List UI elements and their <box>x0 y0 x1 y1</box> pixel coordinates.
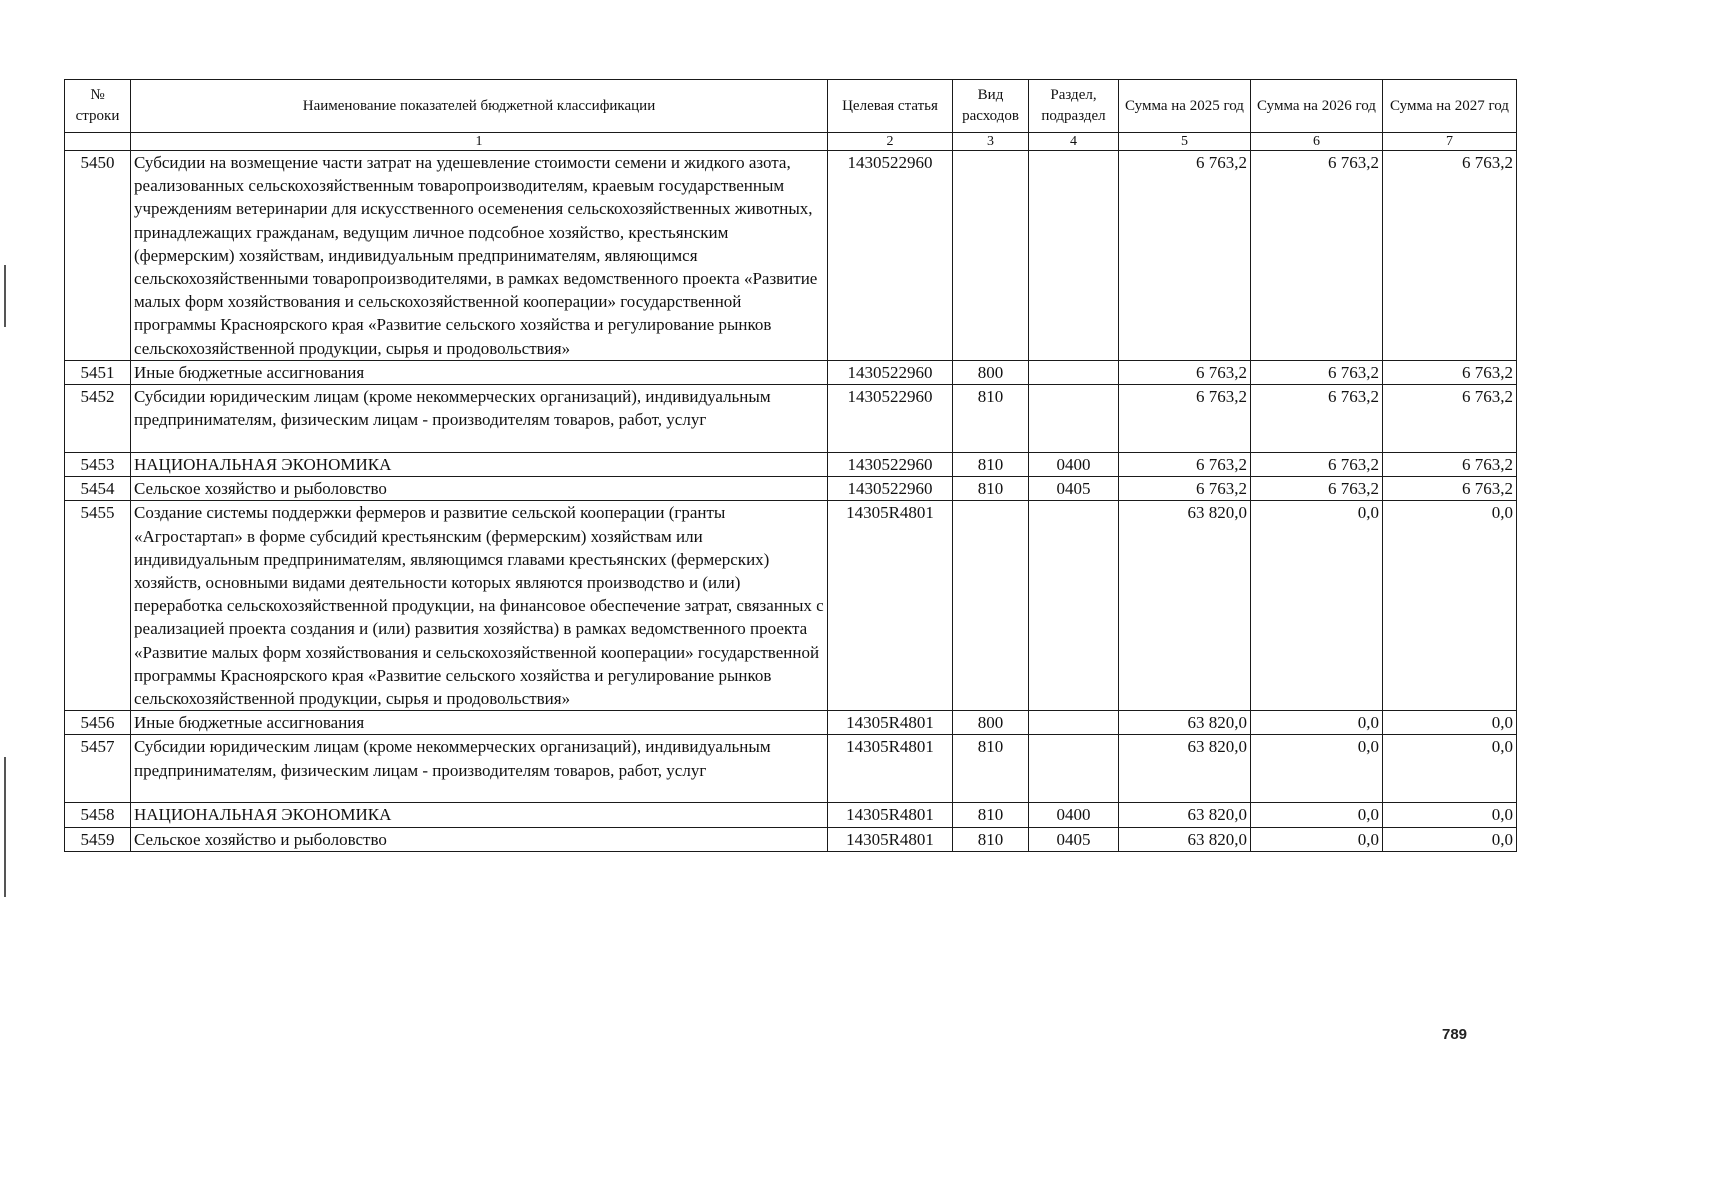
row-section <box>1029 385 1119 453</box>
row-target-article: 14305R4801 <box>828 735 953 803</box>
row-name: НАЦИОНАЛЬНАЯ ЭКОНОМИКА <box>131 803 828 827</box>
row-sum-2025: 63 820,0 <box>1119 501 1251 711</box>
row-sum-2025: 63 820,0 <box>1119 827 1251 851</box>
row-target-article: 1430522960 <box>828 477 953 501</box>
table-row <box>65 385 1517 453</box>
row-expense-type: 800 <box>953 360 1029 384</box>
table-row <box>65 735 1517 803</box>
scan-margin-mark <box>4 757 6 897</box>
row-target-article: 1430522960 <box>828 360 953 384</box>
row-name: Создание системы поддержки фермеров и развитие сельской кооперации (гранты «Агростартап» в форме субсидий крестьянским (фермерским) хозяйствам или индивидуальным предпринимателям, являющимся главами крестьянских (фермерских) хозяйств, основными видами деятельности которых являются производство и (или) переработка сельскохозяйственной продукции, на финансовое обеспечение затрат, связанных с реализацией проекта создания и (или) развития хозяйства) в рамках ведомственного проекта «Развитие малых форм хозяйствования и сельскохозяйственной кооперации» государственной программы Красноярского края «Развитие сельского хозяйства и регулирование рынков сельскохозяйственной продукции, сырья и продовольствия» <box>131 501 828 711</box>
row-number: 5451 <box>65 360 131 384</box>
scan-margin-mark <box>4 265 6 327</box>
row-target-article: 1430522960 <box>828 453 953 477</box>
column-number-row <box>65 133 1517 151</box>
row-sum-2027: 6 763,2 <box>1383 385 1517 453</box>
row-section: 0400 <box>1029 453 1119 477</box>
row-number: 5458 <box>65 803 131 827</box>
table-row <box>65 151 1517 361</box>
row-sum-2027: 6 763,2 <box>1383 453 1517 477</box>
row-sum-2025: 6 763,2 <box>1119 151 1251 361</box>
row-number: 5450 <box>65 151 131 361</box>
row-name: Субсидии на возмещение части затрат на удешевление стоимости семени и жидкого азота, реализованных сельскохозяйственным товаропроизводителям, краевым государственным учреждениям ветеринарии для искусственного осеменения сельскохозяйственных животных, принадлежащих гражданам, ведущим личное подсобное хозяйство, крестьянским (фермерским) хозяйствам, индивидуальным предпринимателям, являющимся сельскохозяйственными товаропроизводителями, в рамках ведомственного проекта «Развитие малых форм хозяйствования и сельскохозяйственной кооперации» государственной программы Красноярского края «Развитие сельского хозяйства и регулирование рынков сельскохозяйственной продукции, сырья и продовольствия» <box>131 151 828 361</box>
row-sum-2025: 63 820,0 <box>1119 711 1251 735</box>
row-target-article: 1430522960 <box>828 151 953 361</box>
header-row-number: № строки <box>65 80 131 133</box>
header-name: Наименование показателей бюджетной классификации <box>131 80 828 133</box>
header-row <box>65 80 1517 133</box>
row-target-article: 1430522960 <box>828 385 953 453</box>
header-sum-2027: Сумма на 2027 год <box>1383 80 1517 133</box>
row-sum-2025: 63 820,0 <box>1119 735 1251 803</box>
column-number: 7 <box>1383 133 1517 151</box>
row-expense-type: 810 <box>953 477 1029 501</box>
budget-table-sheet <box>64 79 1516 852</box>
row-name: Субсидии юридическим лицам (кроме некоммерческих организаций), индивидуальным предпринимателям, физическим лицам - производителям товаров, работ, услуг <box>131 735 828 803</box>
column-number: 4 <box>1029 133 1119 151</box>
row-sum-2027: 6 763,2 <box>1383 360 1517 384</box>
row-section <box>1029 735 1119 803</box>
row-expense-type: 800 <box>953 711 1029 735</box>
table-row <box>65 360 1517 384</box>
header-sum-2025: Сумма на 2025 год <box>1119 80 1251 133</box>
column-number: 3 <box>953 133 1029 151</box>
row-name: Субсидии юридическим лицам (кроме некоммерческих организаций), индивидуальным предпринимателям, физическим лицам - производителям товаров, работ, услуг <box>131 385 828 453</box>
row-sum-2026: 6 763,2 <box>1251 385 1383 453</box>
column-number <box>65 133 131 151</box>
row-sum-2027: 0,0 <box>1383 827 1517 851</box>
row-name: Сельское хозяйство и рыболовство <box>131 477 828 501</box>
table-row <box>65 711 1517 735</box>
row-expense-type: 810 <box>953 385 1029 453</box>
row-expense-type: 810 <box>953 803 1029 827</box>
row-name: Сельское хозяйство и рыболовство <box>131 827 828 851</box>
header-sum-2026: Сумма на 2026 год <box>1251 80 1383 133</box>
row-sum-2026: 0,0 <box>1251 501 1383 711</box>
page-number: 789 <box>1442 1026 1468 1043</box>
row-section <box>1029 501 1119 711</box>
row-section: 0405 <box>1029 827 1119 851</box>
row-sum-2026: 6 763,2 <box>1251 477 1383 501</box>
row-number: 5459 <box>65 827 131 851</box>
row-sum-2026: 6 763,2 <box>1251 151 1383 361</box>
budget-classification-table <box>64 79 1517 852</box>
row-sum-2027: 0,0 <box>1383 711 1517 735</box>
row-sum-2026: 0,0 <box>1251 711 1383 735</box>
row-name: НАЦИОНАЛЬНАЯ ЭКОНОМИКА <box>131 453 828 477</box>
row-sum-2025: 6 763,2 <box>1119 477 1251 501</box>
row-sum-2027: 6 763,2 <box>1383 477 1517 501</box>
column-number: 6 <box>1251 133 1383 151</box>
row-name: Иные бюджетные ассигнования <box>131 360 828 384</box>
table-row <box>65 803 1517 827</box>
column-number: 5 <box>1119 133 1251 151</box>
row-sum-2027: 0,0 <box>1383 803 1517 827</box>
row-number: 5453 <box>65 453 131 477</box>
column-number: 2 <box>828 133 953 151</box>
row-sum-2026: 6 763,2 <box>1251 360 1383 384</box>
row-expense-type: 810 <box>953 735 1029 803</box>
row-sum-2027: 0,0 <box>1383 735 1517 803</box>
row-sum-2026: 0,0 <box>1251 735 1383 803</box>
row-section <box>1029 151 1119 361</box>
row-sum-2025: 6 763,2 <box>1119 385 1251 453</box>
row-expense-type: 810 <box>953 453 1029 477</box>
row-number: 5456 <box>65 711 131 735</box>
row-expense-type: 810 <box>953 827 1029 851</box>
row-section <box>1029 360 1119 384</box>
row-expense-type <box>953 501 1029 711</box>
row-section <box>1029 711 1119 735</box>
row-sum-2026: 6 763,2 <box>1251 453 1383 477</box>
row-section: 0400 <box>1029 803 1119 827</box>
row-expense-type <box>953 151 1029 361</box>
table-row <box>65 827 1517 851</box>
row-target-article: 14305R4801 <box>828 711 953 735</box>
row-target-article: 14305R4801 <box>828 501 953 711</box>
row-section: 0405 <box>1029 477 1119 501</box>
row-sum-2027: 6 763,2 <box>1383 151 1517 361</box>
row-number: 5452 <box>65 385 131 453</box>
table-row <box>65 453 1517 477</box>
row-sum-2026: 0,0 <box>1251 827 1383 851</box>
row-number: 5455 <box>65 501 131 711</box>
row-sum-2027: 0,0 <box>1383 501 1517 711</box>
column-number: 1 <box>131 133 828 151</box>
header-target-article: Целевая статья <box>828 80 953 133</box>
row-sum-2025: 6 763,2 <box>1119 360 1251 384</box>
table-row <box>65 501 1517 711</box>
header-section: Раздел, подраздел <box>1029 80 1119 133</box>
table-row <box>65 477 1517 501</box>
row-sum-2025: 6 763,2 <box>1119 453 1251 477</box>
row-sum-2026: 0,0 <box>1251 803 1383 827</box>
row-sum-2025: 63 820,0 <box>1119 803 1251 827</box>
row-number: 5454 <box>65 477 131 501</box>
header-expense-type: Вид расходов <box>953 80 1029 133</box>
row-target-article: 14305R4801 <box>828 803 953 827</box>
row-number: 5457 <box>65 735 131 803</box>
row-name: Иные бюджетные ассигнования <box>131 711 828 735</box>
row-target-article: 14305R4801 <box>828 827 953 851</box>
